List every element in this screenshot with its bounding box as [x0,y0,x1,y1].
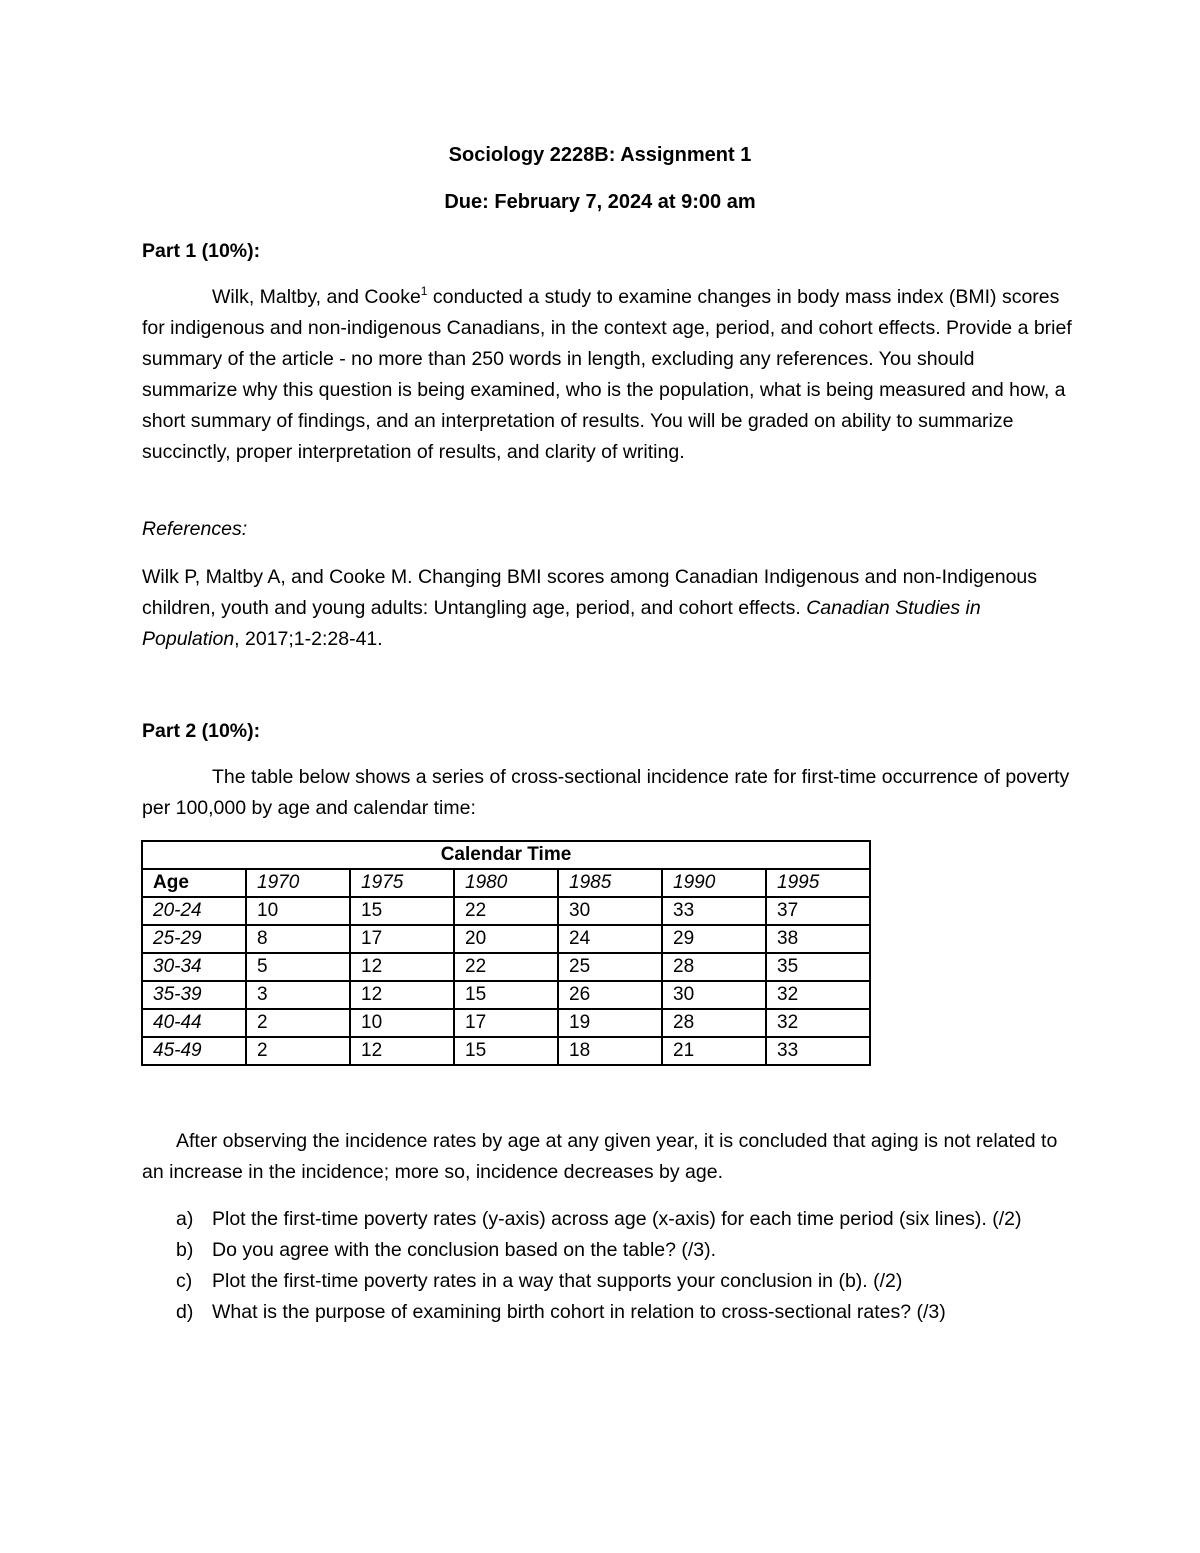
question-letter: c) [176,1270,193,1292]
table-row [142,925,870,953]
question-list [176,1204,1076,1328]
rate-cell: 26 [558,981,662,1009]
rate-cell: 32 [766,1009,870,1037]
observation-paragraph [142,1126,1072,1188]
rate-cell: 33 [662,897,766,925]
rate-cell: 33 [766,1037,870,1065]
list-item [176,1235,1076,1266]
table-caption: Calendar Time [142,841,870,869]
rate-cell: 24 [558,925,662,953]
rate-cell: 29 [662,925,766,953]
question-text: Plot the first-time poverty rates (y-axis) across age (x-axis) for each time period (six lines). (/2) [212,1208,1022,1230]
rate-cell: 17 [350,925,454,953]
table-row [142,897,870,925]
question-letter: a) [176,1208,194,1230]
list-item [176,1266,1076,1297]
part1-text-start: Wilk, Maltby, and Cooke [212,286,421,308]
rate-cell: 2 [246,1037,350,1065]
rate-cell: 15 [350,897,454,925]
part2-intro-text: The table below shows a series of cross-sectional incidence rate for first-time occurrence of poverty per 100,000 by age and calendar time: [142,766,1070,819]
age-cell: 40-44 [142,1009,246,1037]
year-header: 1985 [558,869,662,897]
rate-cell: 15 [454,981,558,1009]
part1-text-rest: conducted a study to examine changes in body mass index (BMI) scores for indigenous and non-indigenous Canadians, in the context age, period, and cohort effects. Provide a brief summary of the article - no more than 250 words in length, excluding any references. You should summarize why this question is being examined, who is the population, what is being measured and how, a short summary of findings, and an interpretation of results. You will be graded on ability to summarize succinctly, proper interpretation of results, and clarity of writing. [142,286,1072,463]
list-item [176,1204,1076,1235]
question-letter: d) [176,1301,194,1323]
rate-cell: 28 [662,953,766,981]
footnote-marker: 1 [420,284,428,298]
rate-cell: 17 [454,1009,558,1037]
table-row [142,1037,870,1065]
reference-journal: Canadian Studies in Population [142,597,981,650]
age-cell: 45-49 [142,1037,246,1065]
rate-cell: 22 [454,897,558,925]
rate-cell: 38 [766,925,870,953]
rate-cell: 10 [246,897,350,925]
age-column-header: Age [142,869,246,897]
rate-cell: 32 [766,981,870,1009]
table-row [142,981,870,1009]
rate-cell: 30 [662,981,766,1009]
age-cell: 20-24 [142,897,246,925]
part2-intro [142,762,1072,824]
rate-cell: 12 [350,1037,454,1065]
rate-cell: 3 [246,981,350,1009]
part1-heading: Part 1 (10%): [142,240,261,262]
rate-cell: 22 [454,953,558,981]
table-row [142,953,870,981]
year-header: 1995 [766,869,870,897]
rate-cell: 20 [454,925,558,953]
rate-cell: 2 [246,1009,350,1037]
question-text: What is the purpose of examining birth cohort in relation to cross-sectional rates? (/3) [212,1301,946,1323]
references-label: References: [142,518,248,540]
rate-cell: 5 [246,953,350,981]
reference-text: Wilk P, Maltby A, and Cooke M. Changing BMI scores among Canadian Indigenous and non-Indigenous children, youth and young adults: Untangling age, period, and cohort effects. [142,566,1038,619]
year-header: 1980 [454,869,558,897]
rate-cell: 37 [766,897,870,925]
rate-cell: 12 [350,953,454,981]
list-item [176,1297,1076,1328]
incidence-table [141,840,871,1066]
rate-cell: 10 [350,1009,454,1037]
reference-tail: , 2017;1-2:28-41. [234,628,383,650]
rate-cell: 12 [350,981,454,1009]
rate-cell: 15 [454,1037,558,1065]
part2-heading: Part 2 (10%): [142,720,261,742]
due-date: Due: February 7, 2024 at 9:00 am [444,191,756,213]
rate-cell: 19 [558,1009,662,1037]
table-caption-row [142,841,870,869]
year-header: 1970 [246,869,350,897]
rate-cell: 35 [766,953,870,981]
rate-cell: 21 [662,1037,766,1065]
table-header-row [142,869,870,897]
rate-cell: 28 [662,1009,766,1037]
year-header: 1975 [350,869,454,897]
reference-entry [142,562,1072,655]
age-cell: 25-29 [142,925,246,953]
question-letter: b) [176,1239,194,1261]
observation-text: After observing the incidence rates by age at any given year, it is concluded that aging is not related to an increase in the incidence; more so, incidence decreases by age. [142,1130,1058,1183]
rate-cell: 30 [558,897,662,925]
age-cell: 35-39 [142,981,246,1009]
rate-cell: 18 [558,1037,662,1065]
table-row [142,1009,870,1037]
age-cell: 30-34 [142,953,246,981]
year-header: 1990 [662,869,766,897]
rate-cell: 8 [246,925,350,953]
document-title: Sociology 2228B: Assignment 1 [448,144,752,166]
question-text: Plot the first-time poverty rates in a way that supports your conclusion in (b). (/2) [212,1270,903,1292]
question-text: Do you agree with the conclusion based on the table? (/3). [212,1239,717,1261]
rate-cell: 25 [558,953,662,981]
part1-paragraph [142,282,1072,468]
